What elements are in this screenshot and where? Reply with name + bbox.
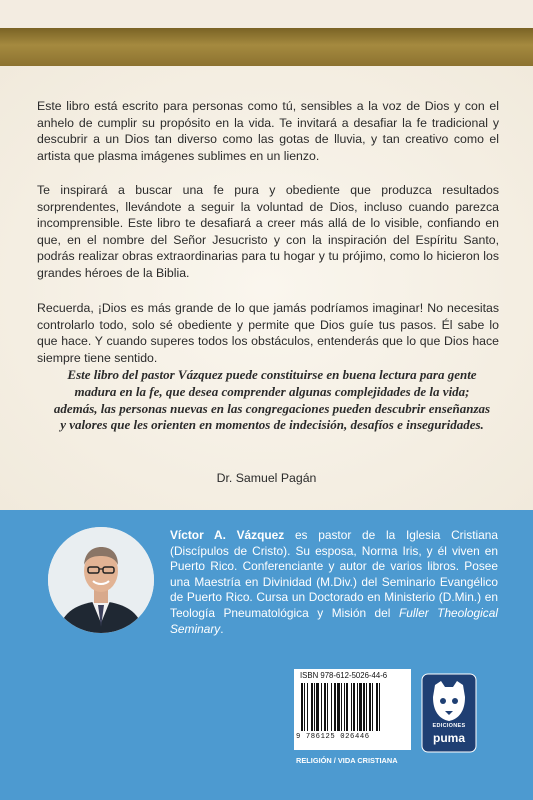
- paragraph-1: Este libro está escrito para personas como tú, sensibles a la voz de Dios y con el anhelo de cumplir su propósito en la vida. Te invitará a desafiar la fe tradicional y descubrir a un Dios tan diverso como las gotas de lluvia, y tan creativo como el artista que plasma imágenes sublimes en un lienzo.: [37, 99, 499, 163]
- barcode-digits: 9 786125 026446: [296, 733, 370, 741]
- author-institution: Fuller Theological Seminary: [170, 605, 498, 636]
- author-name: Víctor A. Vázquez: [170, 528, 285, 542]
- paragraph-3: Recuerda, ¡Dios es más grande de lo que jamás podríamos imaginar! No necesitas controlarlo todo, solo sé obediente y permite que Dios guíe tus pasos. Él sabe lo que hace. Y cuando superes todos los obstáculos, entenderás que lo que Dios hace siempre tiene sentido.: [37, 301, 499, 365]
- barcode-icon: [300, 683, 406, 731]
- category-label: RELIGIÓN / VIDA CRISTIANA: [296, 756, 398, 765]
- endorsement-author: Dr. Samuel Pagán: [216, 471, 317, 485]
- author-photo: [48, 527, 154, 633]
- author-bio: [170, 528, 498, 637]
- top-strip: [0, 0, 533, 28]
- endorsement-quote: Este libro del pastor Vázquez puede constituirse en buena lectura para gente madura en la fe, que desea comprender algunas complejidades de la vida; además, las personas nuevas en las congregaciones pueden descubrir enseñanzas y valores que les orienten en momentos de indecisión, desafíos e inseguridades.: [53, 367, 491, 433]
- publisher-small-label: EDICIONES: [432, 723, 466, 729]
- publisher-name: puma: [432, 731, 465, 745]
- isbn-label: ISBN 978-612-5026-44-6: [300, 671, 388, 680]
- author-bio-text: es pastor de la Iglesia Cristiana (Discípulos de Cristo). Su esposa, Norma Iris, y él viven en Puerto Rico. Conferenciante y autor de varios libros. Posee una Maestría en Divinidad (M.Div.) del Seminario Evangélico de Puerto Rico. Cursa un Doctorado en Ministerio (D.Min.) en Teología Pneumatológica y Misión del: [170, 528, 498, 620]
- author-portrait-icon: [48, 527, 154, 633]
- author-bio-end: .: [220, 621, 224, 636]
- paragraph-2: Te inspirará a buscar una fe pura y obediente que produzca resultados sorprendentes, llevándote a seguir la voluntad de Dios, incluso cuando parezca incomprensible. Este libro te desafiará a creer más allá de lo visible, confiando en que, en el nombre del Señor Jesucristo y con la inspiración del Espíritu Santo, podrás realizar obras extraordinarias para tu hogar y tu prójimo, como lo hicieron los grandes héroes de la Biblia.: [37, 183, 499, 280]
- gold-band: [0, 28, 533, 66]
